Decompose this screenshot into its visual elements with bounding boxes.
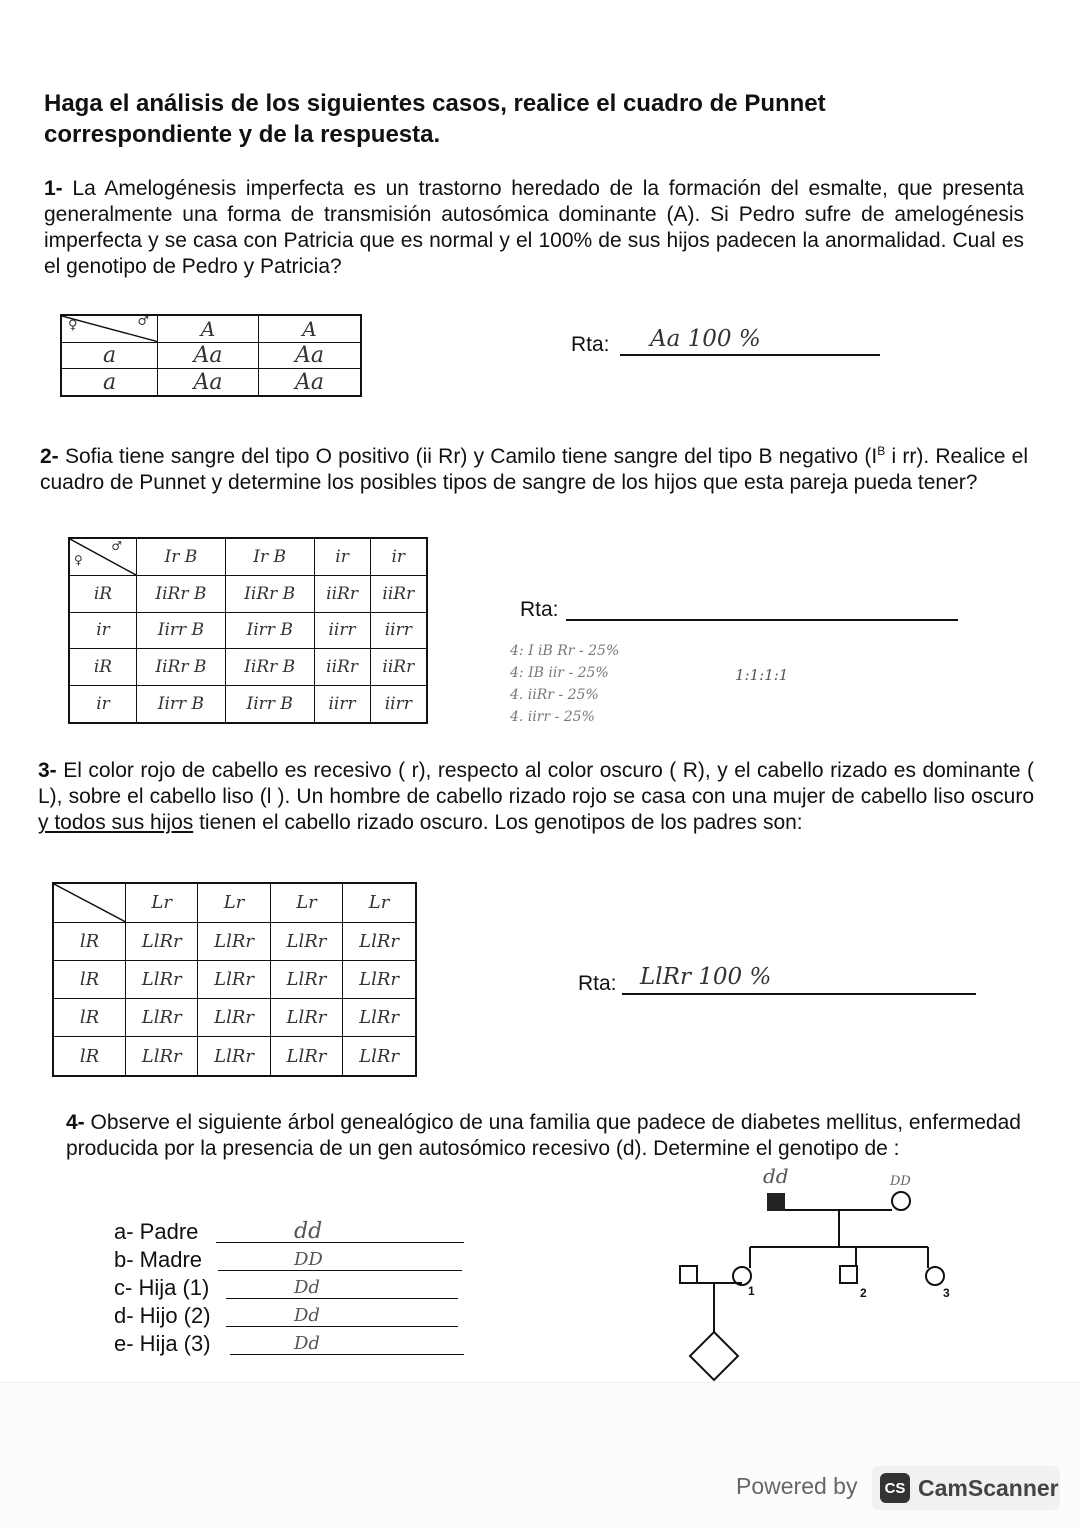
row-header: ir bbox=[69, 685, 137, 723]
cell: Iirr B bbox=[137, 685, 226, 723]
cell: LlRr bbox=[198, 960, 270, 998]
row-header: lR bbox=[53, 960, 126, 998]
pedigree-svg bbox=[640, 1160, 980, 1390]
spouse-symbol bbox=[680, 1266, 697, 1283]
col-header: A bbox=[258, 315, 361, 342]
row-header: iR bbox=[69, 649, 137, 686]
table-row bbox=[69, 612, 427, 649]
cell: Aa bbox=[158, 342, 259, 369]
camscanner-logo-icon: CS bbox=[880, 1473, 910, 1503]
col-header: Lr bbox=[126, 883, 198, 922]
col-header: Lr bbox=[270, 883, 342, 922]
cell: LlRr bbox=[343, 1037, 416, 1076]
cell: IiRr B bbox=[137, 576, 226, 613]
rta-label-2: Rta: bbox=[520, 598, 559, 621]
pedigree-chart bbox=[640, 1160, 980, 1390]
table-row bbox=[61, 369, 361, 396]
cell: iiRr bbox=[314, 576, 370, 613]
question-2 bbox=[40, 438, 1028, 496]
question-2-text: Sofia tiene sangre del tipo O positivo (ii Rr) y Camilo tiene sangre del tipo B negativo (I bbox=[64, 445, 878, 468]
answer-row bbox=[114, 1330, 320, 1358]
child-number-1: 1 bbox=[748, 1284, 755, 1298]
col-header: Ir B bbox=[225, 538, 314, 576]
answer-label: b- Madre bbox=[114, 1247, 203, 1272]
genotype-answers bbox=[114, 1218, 323, 1358]
row-header: iR bbox=[69, 576, 137, 613]
female-symbol: ♀ bbox=[74, 553, 83, 567]
grandchild-symbol bbox=[690, 1332, 738, 1380]
rta-label-1: Rta: bbox=[571, 333, 610, 356]
table-row bbox=[53, 960, 416, 998]
cell: Iirr B bbox=[225, 685, 314, 723]
daughter-3-symbol bbox=[926, 1267, 944, 1285]
answer-value: dd bbox=[294, 1219, 323, 1244]
cell: iirr bbox=[314, 612, 370, 649]
row-header: lR bbox=[53, 999, 126, 1037]
table-row bbox=[61, 342, 361, 369]
cell: iirr bbox=[314, 685, 370, 723]
mother-symbol bbox=[892, 1192, 910, 1210]
answer-label: c- Hija (1) bbox=[114, 1275, 210, 1300]
cell: LlRr bbox=[343, 999, 416, 1037]
male-symbol: ♂ bbox=[137, 315, 149, 329]
cell: LlRr bbox=[198, 1037, 270, 1076]
question-1 bbox=[44, 176, 1024, 280]
table-row bbox=[69, 576, 427, 613]
cell: iirr bbox=[370, 612, 427, 649]
cell: LlRr bbox=[270, 1037, 342, 1076]
table-row bbox=[53, 999, 416, 1037]
row-header: a bbox=[61, 342, 158, 369]
underlined-text: y todos sus hijos bbox=[38, 811, 194, 834]
cell: IiRr B bbox=[225, 649, 314, 686]
cell: LlRr bbox=[126, 999, 198, 1037]
cell: LlRr bbox=[270, 960, 342, 998]
col-header: ir bbox=[370, 538, 427, 576]
table-row bbox=[53, 922, 416, 960]
note-line: 4. iirr - 25% bbox=[510, 709, 595, 725]
son-2-symbol bbox=[840, 1266, 857, 1283]
camscanner-brand: CamScanner bbox=[918, 1474, 1059, 1501]
page-heading: Haga el análisis de los siguientes casos, realice el cuadro de Punnet correspondiente y de la respuesta. bbox=[44, 90, 826, 148]
answer-line-2 bbox=[566, 619, 958, 621]
mother-genotype: DD bbox=[890, 1174, 911, 1189]
col-header: Ir B bbox=[137, 538, 226, 576]
answer-value: Dd bbox=[294, 1277, 320, 1298]
answer-line-1 bbox=[620, 354, 880, 356]
cell: IiRr B bbox=[137, 649, 226, 686]
cell: LlRr bbox=[198, 922, 270, 960]
cell: LlRr bbox=[126, 922, 198, 960]
question-4-number: 4- bbox=[66, 1111, 85, 1134]
answer-row bbox=[114, 1246, 323, 1274]
cell: iiRr bbox=[370, 576, 427, 613]
handwritten-notes bbox=[510, 640, 619, 728]
row-header: lR bbox=[53, 1037, 126, 1076]
cell: LlRr bbox=[343, 960, 416, 998]
question-3-text-cont: tienen el cabello rizado oscuro. Los genotipos de los padres son: bbox=[193, 811, 803, 834]
cell: iirr bbox=[370, 685, 427, 723]
cell: LlRr bbox=[270, 999, 342, 1037]
answer-value: Dd bbox=[294, 1333, 320, 1354]
answer-row bbox=[114, 1218, 323, 1246]
cell: iiRr bbox=[314, 649, 370, 686]
ratio: 1:1:1:1 bbox=[735, 666, 789, 684]
question-1-number: 1- bbox=[44, 177, 63, 200]
superscript: B bbox=[877, 444, 886, 458]
male-symbol: ♂ bbox=[111, 539, 122, 553]
note-line: 4: IB iir - 25% bbox=[510, 665, 609, 681]
col-header: A bbox=[158, 315, 259, 342]
affected-father-symbol bbox=[767, 1193, 785, 1211]
punnett-table-1 bbox=[60, 314, 362, 397]
answer-value: DD bbox=[294, 1249, 323, 1270]
child-number-3: 3 bbox=[943, 1286, 950, 1300]
answer-label: a- Padre bbox=[114, 1219, 199, 1244]
cell: Iirr B bbox=[137, 612, 226, 649]
table-row bbox=[69, 649, 427, 686]
rta-label-3: Rta: bbox=[578, 972, 617, 995]
corner-cell bbox=[61, 315, 158, 342]
col-header: ir bbox=[314, 538, 370, 576]
camscanner-badge bbox=[872, 1466, 1060, 1510]
question-3 bbox=[38, 758, 1034, 836]
answer-line-3 bbox=[622, 993, 976, 995]
answer-label: e- Hija (3) bbox=[114, 1331, 211, 1356]
cell: LlRr bbox=[198, 999, 270, 1037]
answer-value: Dd bbox=[294, 1305, 320, 1326]
corner-cell bbox=[53, 883, 126, 922]
question-4 bbox=[66, 1110, 1030, 1162]
cell: LlRr bbox=[126, 1037, 198, 1076]
answer-row bbox=[114, 1302, 320, 1330]
punnett-table-2 bbox=[68, 537, 428, 724]
answer-label: d- Hijo (2) bbox=[114, 1303, 211, 1328]
table-row bbox=[69, 685, 427, 723]
cell: IiRr B bbox=[225, 576, 314, 613]
cell: LlRr bbox=[126, 960, 198, 998]
row-header: a bbox=[61, 369, 158, 396]
child-number-2: 2 bbox=[860, 1286, 867, 1300]
question-1-text: La Amelogénesis imperfecta es un trastorno heredado de la formación del esmalte, que presenta generalmente una forma de transmisión autosómica dominante (A). Si Pedro sufre de amelogénesis imperfecta y se casa con Patricia que es normal y el 100% de sus hijos padecen la anormalidad. Cual es el genotipo de Pedro y Patricia? bbox=[44, 177, 1024, 278]
col-header: Lr bbox=[343, 883, 416, 922]
question-4-text: Observe el siguiente árbol genealógico de una familia que padece de diabetes mellitus, enfermedad producida por la presencia de un gen autosómico recesivo (d). Determine el genotipo de : bbox=[66, 1111, 1021, 1160]
question-2-number: 2- bbox=[40, 445, 59, 468]
cell: LlRr bbox=[343, 922, 416, 960]
cell: Aa bbox=[258, 342, 361, 369]
col-header: Lr bbox=[198, 883, 270, 922]
note-line: 4. iiRr - 25% bbox=[510, 687, 599, 703]
cell: Iirr B bbox=[225, 612, 314, 649]
father-genotype: dd bbox=[763, 1164, 789, 1188]
punnett-table-3 bbox=[52, 882, 417, 1077]
powered-by-text: Powered by bbox=[736, 1473, 858, 1499]
corner-cell bbox=[69, 538, 137, 576]
note-line: 4: I iB Rr - 25% bbox=[510, 643, 620, 659]
cell: Aa bbox=[258, 369, 361, 396]
cell: Aa bbox=[158, 369, 259, 396]
row-header: ir bbox=[69, 612, 137, 649]
question-3-text: El color rojo de cabello es recesivo ( r), respecto al color oscuro ( R), y el cabello rizado es dominante ( L), sobre el cabello liso (l ). Un hombre de cabello rizado rojo se casa con una mujer de cabello liso oscuro bbox=[38, 759, 1034, 808]
answer-1: Aa 100 % bbox=[650, 326, 761, 352]
answer-row bbox=[114, 1274, 320, 1302]
table-row bbox=[53, 1037, 416, 1076]
cell: LlRr bbox=[270, 922, 342, 960]
female-symbol: ♀ bbox=[68, 318, 78, 333]
question-3-number: 3- bbox=[38, 759, 57, 782]
answer-3: LlRr 100 % bbox=[640, 964, 772, 990]
question-2-text-cont: i rr). Realice el cuadro de Punnet y determine los posibles tipos de sangre de los hijos que esta pareja pueda tener? bbox=[40, 445, 1029, 494]
row-header: lR bbox=[53, 922, 126, 960]
cell: iiRr bbox=[370, 649, 427, 686]
